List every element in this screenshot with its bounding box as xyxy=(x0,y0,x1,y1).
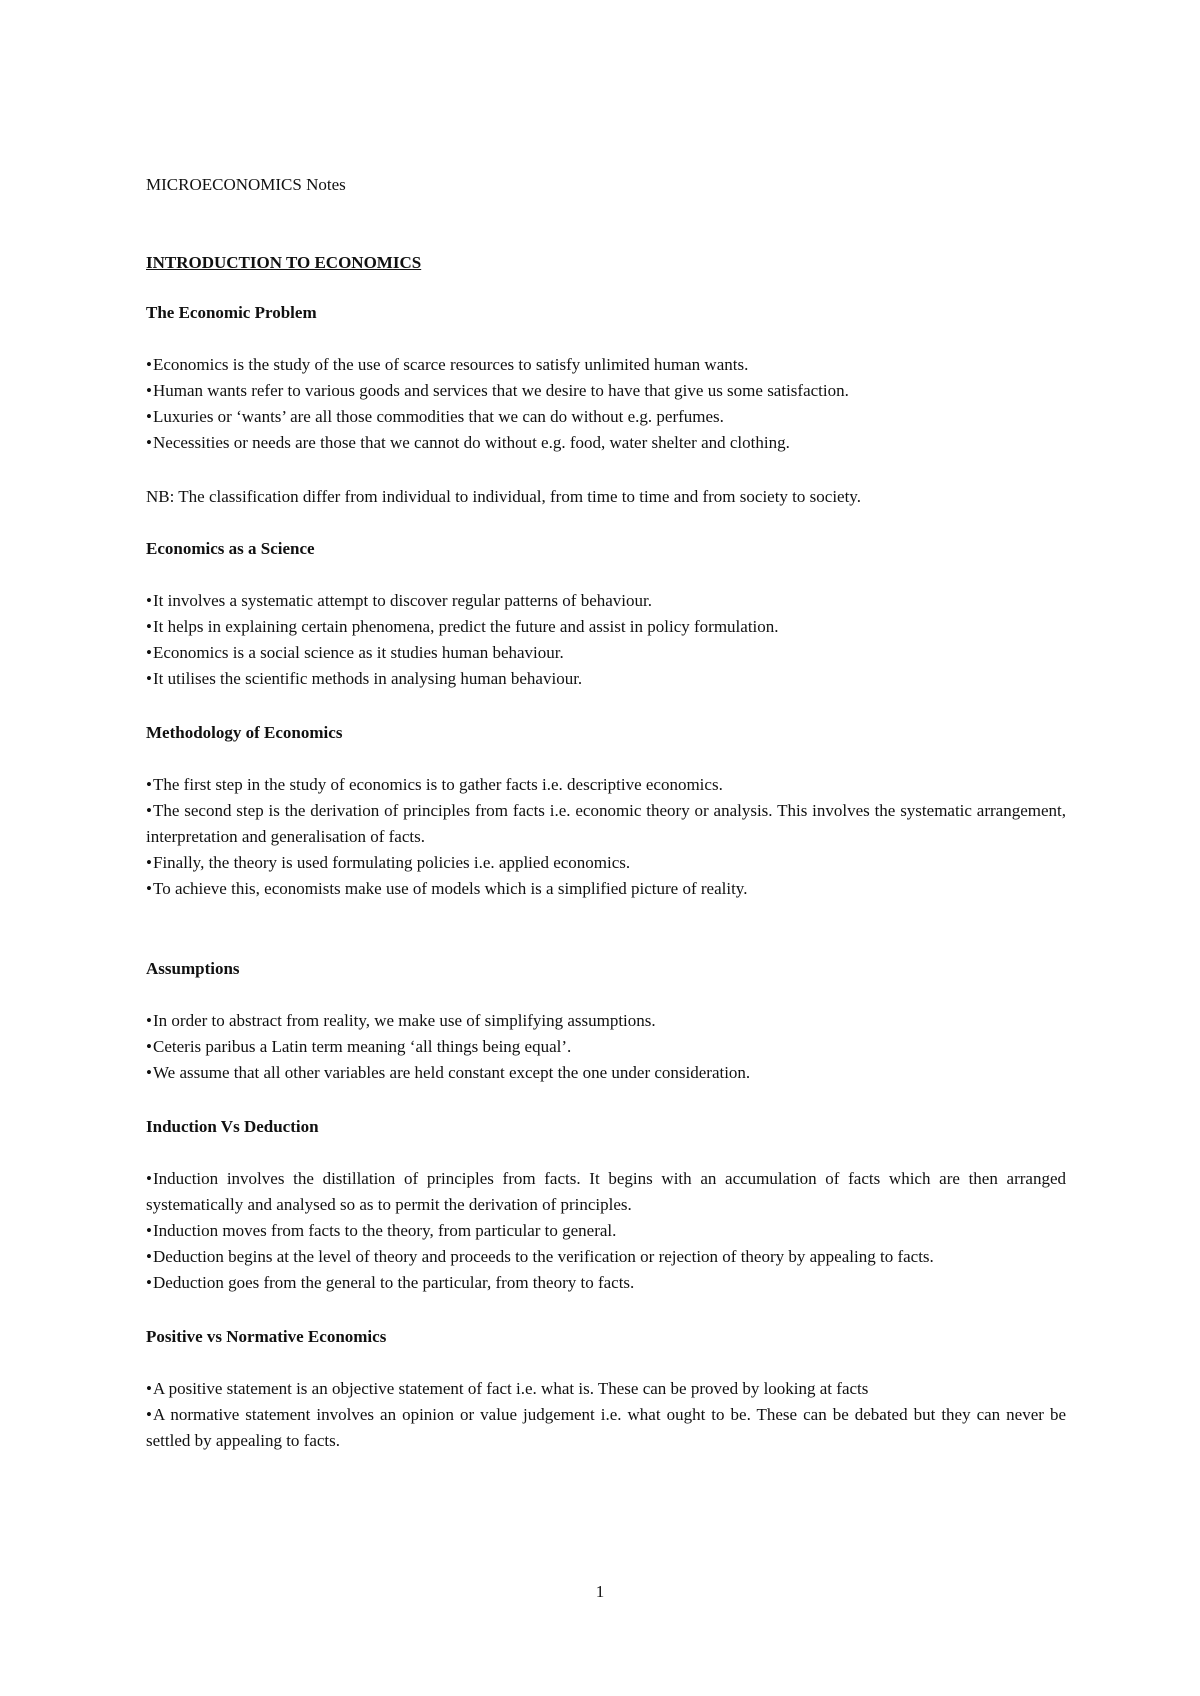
bullet-glyph: • xyxy=(146,1405,152,1424)
list-item xyxy=(146,1034,1066,1060)
list-item-text: Deduction goes from the general to the particular, from theory to facts. xyxy=(153,1273,635,1292)
list-item xyxy=(146,772,1066,798)
bullet-list-induction xyxy=(146,1166,1066,1296)
section-heading-science: Economics as a Science xyxy=(146,539,315,558)
list-item-text: Induction moves from facts to the theory, from particular to general. xyxy=(153,1221,617,1240)
list-item xyxy=(146,1218,1066,1244)
section-heading-induction: Induction Vs Deduction xyxy=(146,1117,319,1136)
bullet-glyph: • xyxy=(146,1063,152,1082)
list-item-text: To achieve this, economists make use of models which is a simplified picture of reality. xyxy=(153,879,748,898)
bullet-list-assumptions xyxy=(146,1008,1066,1086)
section-heading-methodology: Methodology of Economics xyxy=(146,723,343,742)
list-item xyxy=(146,588,1066,614)
list-item xyxy=(146,876,1066,902)
list-item-text: Finally, the theory is used formulating policies i.e. applied economics. xyxy=(153,853,631,872)
list-item xyxy=(146,404,1066,430)
list-item-text: The second step is the derivation of principles from facts i.e. economic theory or analysis. This involves the systematic arrangement, interpretation and generalisation of facts. xyxy=(146,801,1066,846)
list-item xyxy=(146,352,1066,378)
list-item xyxy=(146,1244,1066,1270)
bullet-glyph: • xyxy=(146,1247,152,1266)
bullet-glyph: • xyxy=(146,1011,152,1030)
section-heading-assumptions: Assumptions xyxy=(146,959,240,978)
nb-note: NB: The classification differ from individual to individual, from time to time and from society to society. xyxy=(146,487,861,506)
bullet-glyph: • xyxy=(146,1169,152,1188)
bullet-list-economic-problem xyxy=(146,352,1066,456)
bullet-glyph: • xyxy=(146,879,152,898)
bullet-glyph: • xyxy=(146,433,152,452)
bullet-glyph: • xyxy=(146,1037,152,1056)
bullet-glyph: • xyxy=(146,775,152,794)
list-item-text: Ceteris paribus a Latin term meaning ‘all things being equal’. xyxy=(153,1037,572,1056)
bullet-glyph: • xyxy=(146,801,152,820)
bullet-glyph: • xyxy=(146,407,152,426)
bullet-list-methodology xyxy=(146,772,1066,902)
list-item-text: It utilises the scientific methods in analysing human behaviour. xyxy=(153,669,583,688)
list-item xyxy=(146,640,1066,666)
list-item xyxy=(146,1060,1066,1086)
bullet-glyph: • xyxy=(146,853,152,872)
list-item-text: We assume that all other variables are held constant except the one under consideration. xyxy=(153,1063,751,1082)
bullet-glyph: • xyxy=(146,1379,152,1398)
list-item-text: Induction involves the distillation of principles from facts. It begins with an accumulation of facts which are then arranged systematically and analysed so as to permit the derivation of principles. xyxy=(146,1169,1066,1214)
page-content xyxy=(146,172,1066,1482)
bullet-list-positive-normative xyxy=(146,1376,1066,1454)
list-item-text: Necessities or needs are those that we cannot do without e.g. food, water shelter and clothing. xyxy=(153,433,790,452)
list-item xyxy=(146,798,1066,850)
bullet-glyph: • xyxy=(146,1273,152,1292)
list-item xyxy=(146,1166,1066,1218)
list-item-text: The first step in the study of economics is to gather facts i.e. descriptive economics. xyxy=(153,775,723,794)
list-item-text: It involves a systematic attempt to discover regular patterns of behaviour. xyxy=(153,591,652,610)
bullet-glyph: • xyxy=(146,617,152,636)
list-item xyxy=(146,1270,1066,1296)
bullet-glyph: • xyxy=(146,1221,152,1240)
bullet-glyph: • xyxy=(146,355,152,374)
list-item xyxy=(146,1376,1066,1402)
list-item xyxy=(146,614,1066,640)
list-item xyxy=(146,430,1066,456)
list-item-text: In order to abstract from reality, we make use of simplifying assumptions. xyxy=(153,1011,656,1030)
page-number: 1 xyxy=(595,1582,605,1601)
list-item xyxy=(146,378,1066,404)
list-item xyxy=(146,850,1066,876)
list-item xyxy=(146,1008,1066,1034)
bullet-glyph: • xyxy=(146,643,152,662)
list-item-text: Deduction begins at the level of theory and proceeds to the verification or rejection of theory by appealing to facts. xyxy=(153,1247,934,1266)
list-item-text: A normative statement involves an opinion or value judgement i.e. what ought to be. These can be debated but they can never be settled by appealing to facts. xyxy=(146,1405,1066,1450)
bullet-glyph: • xyxy=(146,669,152,688)
list-item xyxy=(146,1402,1066,1454)
list-item-text: A positive statement is an objective statement of fact i.e. what is. These can be proved by looking at facts xyxy=(153,1379,869,1398)
main-heading: INTRODUCTION TO ECONOMICS xyxy=(146,253,422,272)
section-heading-economic-problem: The Economic Problem xyxy=(146,303,317,322)
list-item-text: It helps in explaining certain phenomena, predict the future and assist in policy formulation. xyxy=(153,617,779,636)
document-title: MICROECONOMICS Notes xyxy=(146,175,346,194)
list-item-text: Human wants refer to various goods and services that we desire to have that give us some satisfaction. xyxy=(153,381,849,400)
list-item-text: Economics is a social science as it studies human behaviour. xyxy=(153,643,564,662)
list-item-text: Luxuries or ‘wants’ are all those commodities that we can do without e.g. perfumes. xyxy=(153,407,724,426)
bullet-glyph: • xyxy=(146,381,152,400)
bullet-list-science xyxy=(146,588,1066,692)
list-item xyxy=(146,666,1066,692)
bullet-glyph: • xyxy=(146,591,152,610)
list-item-text: Economics is the study of the use of scarce resources to satisfy unlimited human wants. xyxy=(153,355,749,374)
section-heading-positive-normative: Positive vs Normative Economics xyxy=(146,1327,387,1346)
